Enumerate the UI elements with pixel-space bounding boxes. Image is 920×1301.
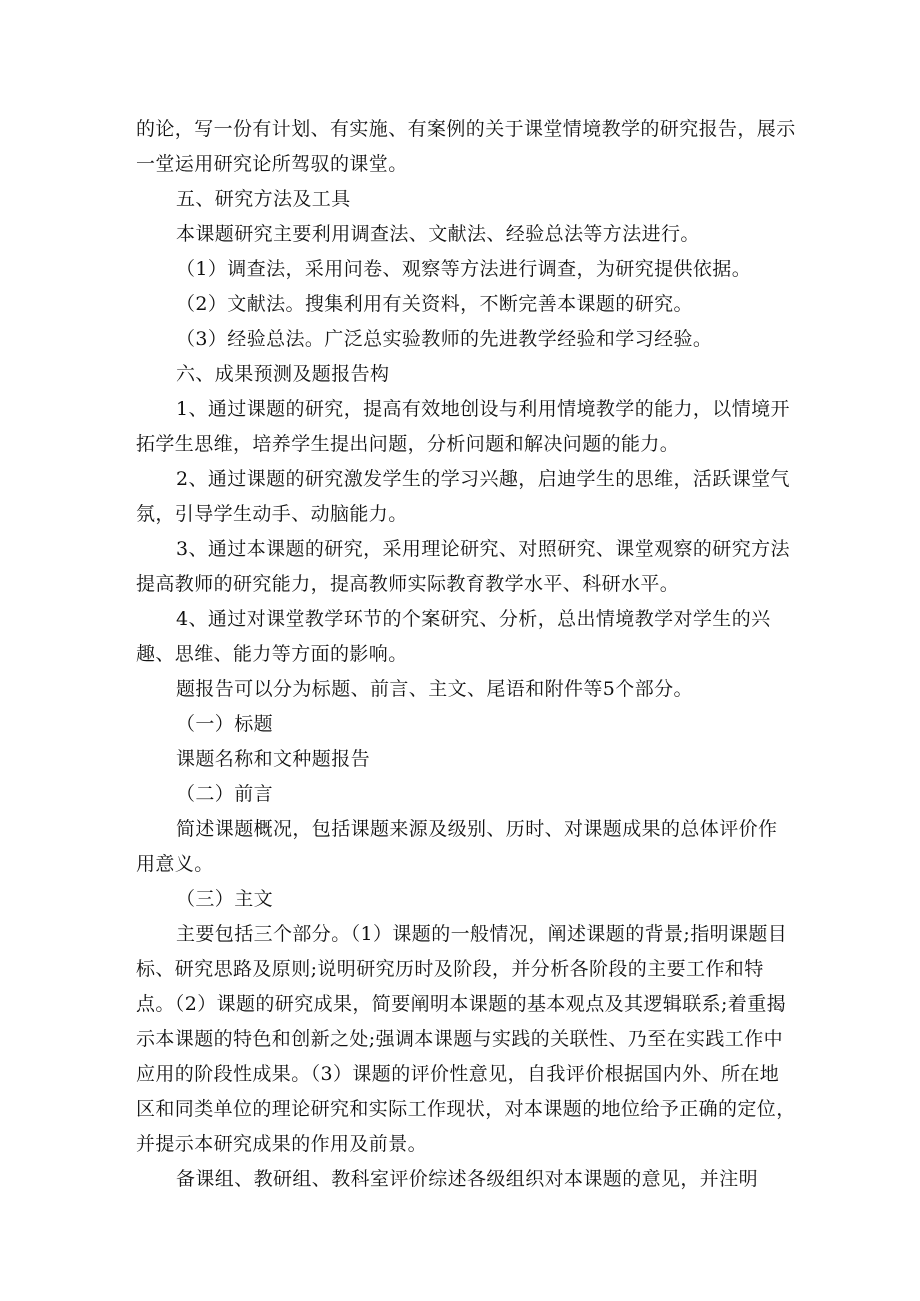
- paragraph-title-desc: 课题名称和文种题报告: [176, 748, 371, 770]
- list-item-experience-method: （3）经验总法。广泛总实验教师的先进教学经验和学习经验。: [176, 328, 713, 350]
- list-item-outcome-1: 1、通过课题的研究，提高有效地创设与利用情境教学的能力，以情境开拓学生思维，培养学生提出问题，分析问题和解决问题的能力。: [136, 398, 790, 455]
- paragraph-continuation: 的论，写一份有计划、有实施、有案例的关于课堂情境教学的研究报告，展示一堂运用研究论所驾驭的课堂。: [136, 118, 796, 175]
- list-item-outcome-4: 4、通过对课堂教学环节的个案研究、分析，总出情境教学对学生的兴趣、思维、能力等方面的影响。: [136, 608, 771, 665]
- section-heading-methods: 五、研究方法及工具: [176, 188, 351, 210]
- paragraph-report-parts: 题报告可以分为标题、前言、主文、尾语和附件等5个部分。: [176, 678, 693, 700]
- paragraph-main-text-desc: 主要包括三个部分。（1）课题的一般情况，阐述课题的背景;指明课题目标、研究思路及原则;说明研究历时及阶段，并分析各阶段的主要工作和特点。（2）课题的研究成果，简要阐明本课题的基本观点及其逻辑联系;着重揭示本课题的特色和创新之处;强调本课题与实践的关联性、乃至在实践工作中应用的阶段性成果。（3）课题的评价性意见，自我评价根据国内外、所在地区和同类单位的理论研究和实际工作现状，对本课题的地位给予正确的定位，并提示本研究成果的作用及前景。: [136, 923, 796, 1155]
- paragraph-preface-desc: 简述课题概况，包括课题来源及级别、历时、对课题成果的总体评价作用意义。: [136, 818, 778, 875]
- list-item-survey-method: （1）调查法，采用问卷、观察等方法进行调查，为研究提供依据。: [176, 258, 752, 280]
- subheading-main-text: （三）主文: [176, 888, 274, 910]
- subheading-preface: （二）前言: [176, 783, 274, 805]
- list-item-outcome-2: 2、通过课题的研究激发学生的学习兴趣，启迪学生的思维，活跃课堂气氛，引导学生动手、动脑能力。: [136, 468, 790, 525]
- list-item-literature-method: （2）文献法。搜集利用有关资料，不断完善本课题的研究。: [176, 293, 693, 315]
- paragraph-evaluation: 备课组、教研组、教科室评价综述各级组织对本课题的意见，并注明: [176, 1168, 759, 1190]
- section-heading-outcomes: 六、成果预测及题报告构: [176, 363, 390, 385]
- list-item-outcome-3: 3、通过本课题的研究，采用理论研究、对照研究、课堂观察的研究方法提高教师的研究能力，提高教师实际教育教学水平、科研水平。: [136, 538, 790, 595]
- document-body: [136, 112, 796, 1197]
- subheading-title: （一）标题: [176, 713, 274, 735]
- paragraph-methods-intro: 本课题研究主要利用调查法、文献法、经验总法等方法进行。: [176, 223, 700, 245]
